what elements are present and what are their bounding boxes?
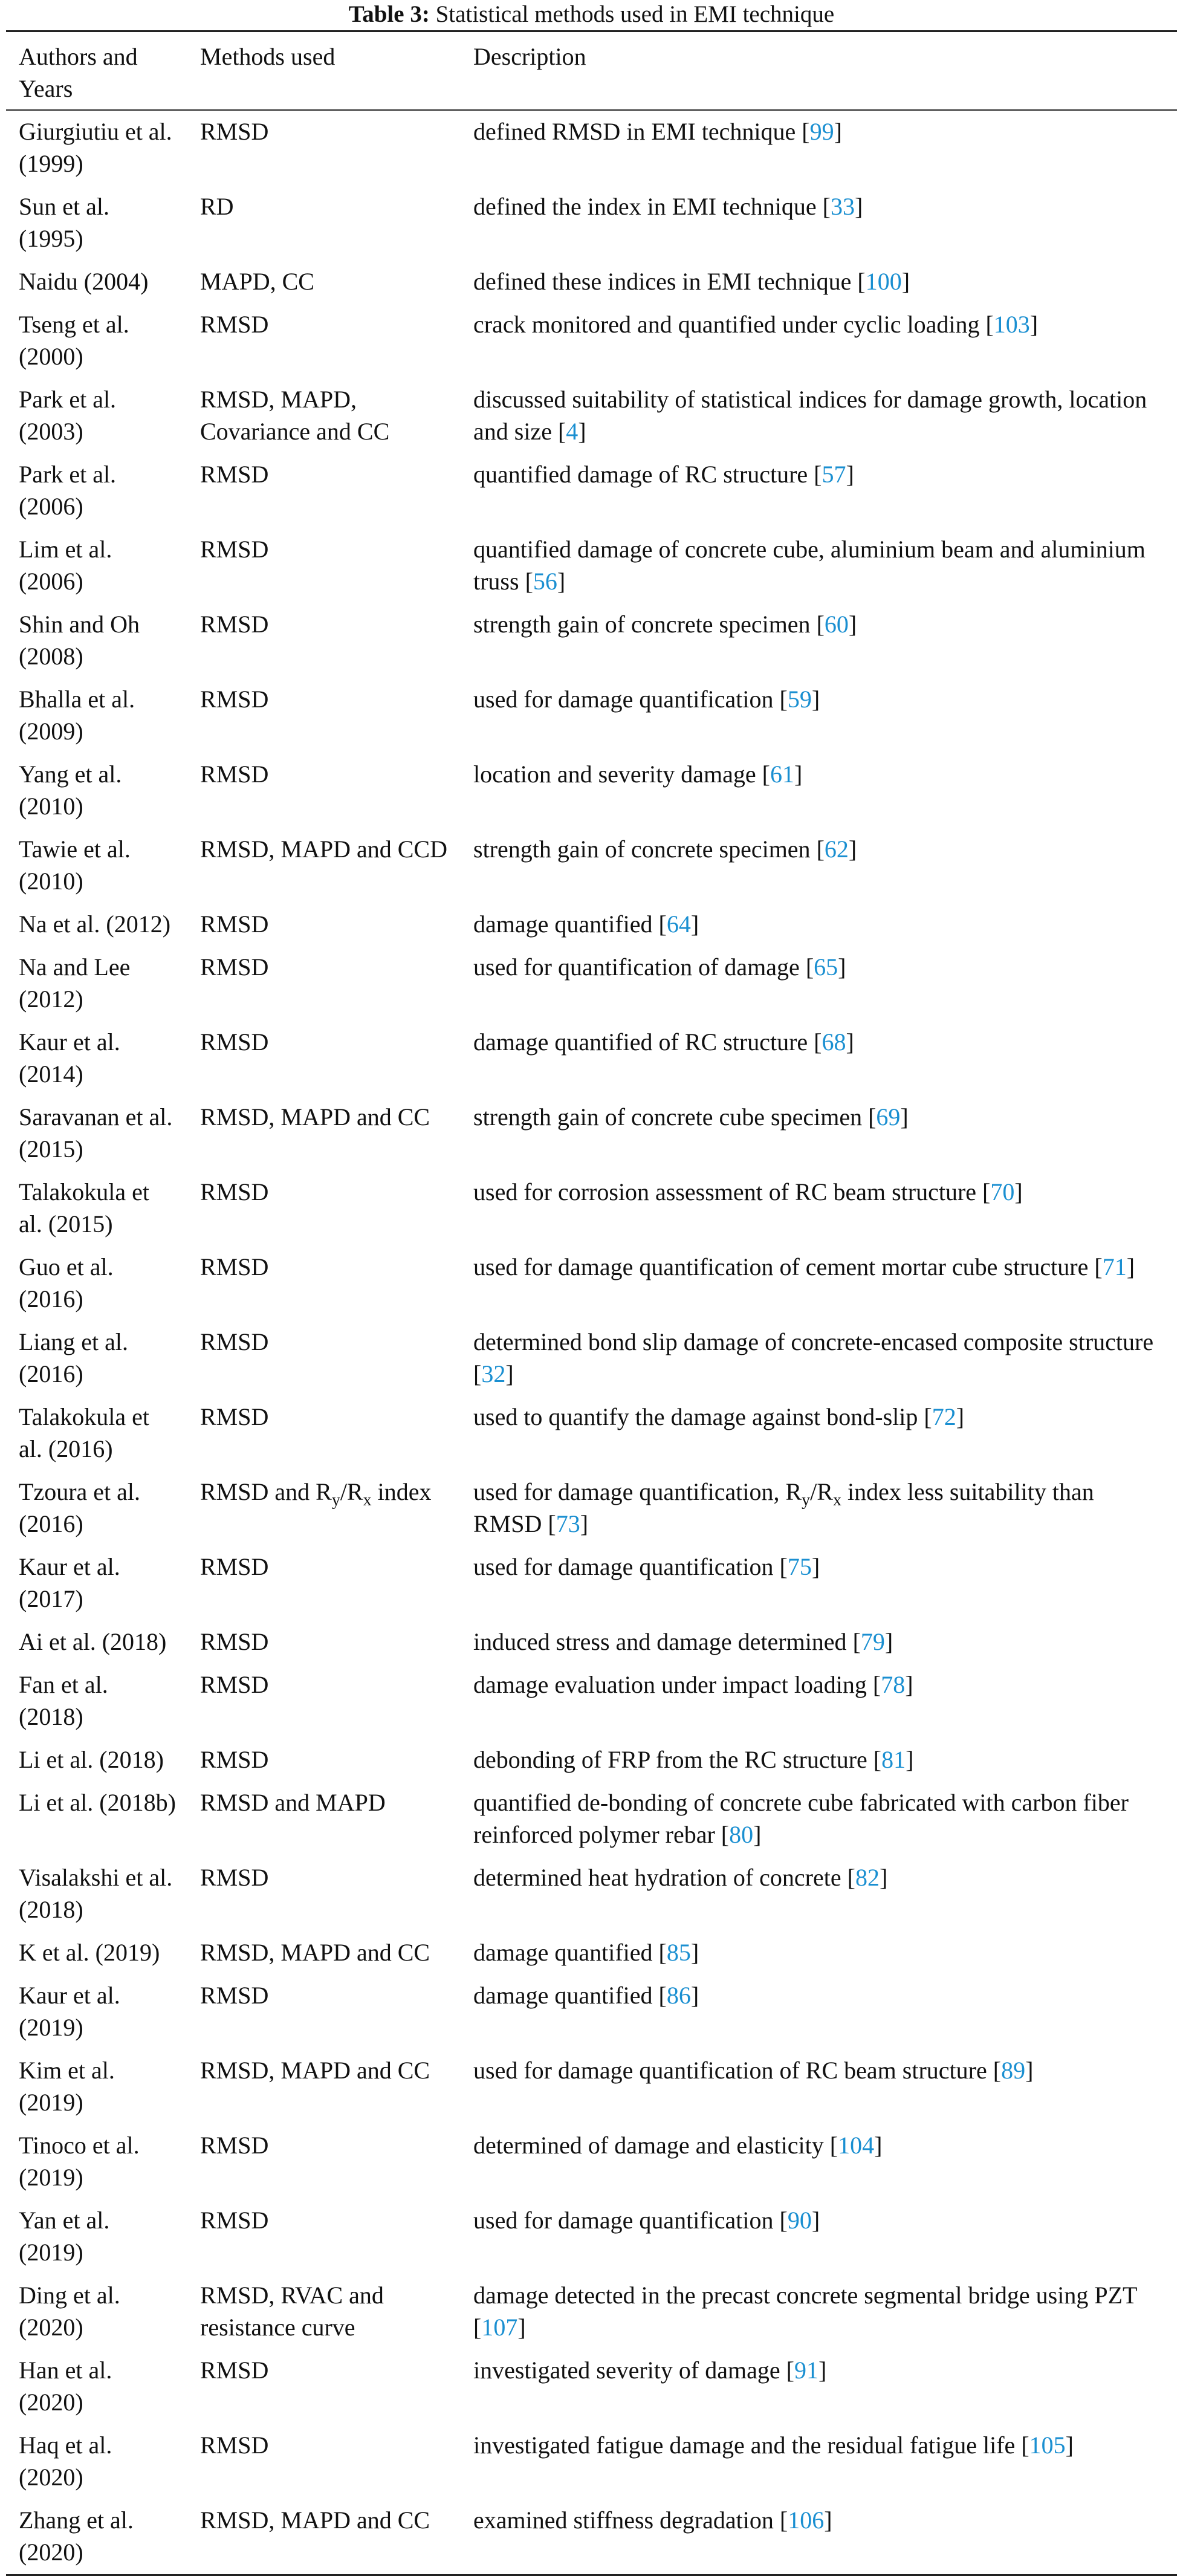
description-text: damage quantified: [473, 1982, 653, 2009]
description-text: defined the index in EMI technique: [473, 193, 817, 220]
table-row: [6, 378, 1177, 453]
cell-description: strength gain of concrete specimen [60]: [473, 611, 857, 638]
table-row: [6, 2499, 1177, 2575]
cell-authors: Kaur et al. (2019): [19, 1982, 120, 2041]
cell-methods: RMSD: [200, 953, 269, 981]
cell-methods: RMSD: [200, 2357, 269, 2384]
citation-link[interactable]: 62: [824, 835, 849, 863]
description-text: used for damage quantification: [473, 686, 774, 713]
description-text: used to quantify the damage against bond-slip: [473, 1403, 918, 1430]
citation-link[interactable]: 33: [830, 193, 855, 220]
cell-authors: Ai et al. (2018): [19, 1628, 167, 1655]
table-row: [6, 1782, 1177, 1857]
description-text: investigated fatigue damage and the residual fatigue life: [473, 2432, 1016, 2459]
cell-authors: Talakokula et al. (2015): [19, 1178, 149, 1238]
cell-description: used to quantify the damage against bond-slip [72]: [473, 1403, 965, 1430]
table-row: [6, 2049, 1177, 2124]
cell-description: damage quantified [85]: [473, 1939, 699, 1966]
description-text: quantified de-bonding of concrete cube fabricated with carbon fiber reinforced polymer rebar: [473, 1789, 1129, 1848]
table-row: [6, 603, 1177, 678]
description-text: used for damage quantification of cement mortar cube structure: [473, 1253, 1089, 1280]
methods-mid: /R: [340, 1478, 363, 1505]
citation-link[interactable]: 105: [1029, 2432, 1066, 2459]
citation-link[interactable]: 90: [787, 2207, 812, 2234]
description-text: strength gain of concrete specimen: [473, 835, 811, 863]
cell-description: quantified damage of concrete cube, aluminium beam and aluminium truss [56]: [473, 536, 1146, 595]
description-text: defined RMSD in EMI technique: [473, 118, 796, 145]
cell-authors: Haq et al. (2020): [19, 2432, 112, 2491]
cell-methods: RMSD: [200, 1403, 269, 1430]
cell-methods: RMSD: [200, 1864, 269, 1891]
table-row: [6, 828, 1177, 903]
table-row: [6, 528, 1177, 603]
citation-link[interactable]: 57: [822, 461, 846, 488]
citation-link[interactable]: 99: [809, 118, 834, 145]
table-row: [6, 753, 1177, 828]
cell-description: quantified damage of RC structure [57]: [473, 461, 854, 488]
table-row: [6, 1621, 1177, 1664]
header-authors: Authors and Years: [6, 31, 187, 111]
table-row: [6, 1396, 1177, 1471]
cell-methods: RMSD: [200, 1628, 269, 1655]
cell-description: examined stiffness degradation [106]: [473, 2506, 832, 2534]
cell-description: quantified de-bonding of concrete cube fabricated with carbon fiber reinforced polymer rebar [80]: [473, 1789, 1129, 1848]
cell-description: used for quantification of damage [65]: [473, 953, 846, 981]
cell-authors: Tzoura et al. (2016): [19, 1478, 140, 1537]
description-text: damage quantified of RC structure: [473, 1028, 808, 1056]
cell-authors: Kaur et al. (2017): [19, 1553, 120, 1612]
cell-methods: RMSD, MAPD, Covariance and CC: [200, 386, 390, 445]
cell-description: investigated fatigue damage and the residual fatigue life [105]: [473, 2432, 1074, 2459]
cell-methods: RMSD: [200, 536, 269, 563]
table-row: [6, 2199, 1177, 2274]
table-row: [6, 303, 1177, 378]
table-body: [6, 110, 1177, 2575]
cell-methods: RMSD: [200, 1328, 269, 1355]
cell-methods: RMSD: [200, 686, 269, 713]
cell-authors: Li et al. (2018b): [19, 1789, 176, 1816]
cell-description: defined these indices in EMI technique [100]: [473, 268, 910, 295]
table-row: [6, 1471, 1177, 1546]
header-methods: Methods used: [187, 31, 461, 111]
table-row: [6, 1664, 1177, 1739]
citation-link[interactable]: 106: [788, 2506, 825, 2534]
cell-description: strength gain of concrete specimen [62]: [473, 835, 857, 863]
cell-description: determined heat hydration of concrete [82]: [473, 1864, 888, 1891]
table-caption: [0, 1, 1183, 30]
cell-methods: RMSD: [200, 910, 269, 938]
description-text: determined heat hydration of concrete: [473, 1864, 841, 1891]
cell-description: discussed suitability of statistical indices for damage growth, location and size [4]: [473, 386, 1147, 445]
table-row: [6, 2124, 1177, 2199]
methods-sub-x: x: [363, 1491, 372, 1510]
cell-description: used for corrosion assessment of RC beam structure [70]: [473, 1178, 1023, 1205]
citation-link[interactable]: 72: [932, 1403, 956, 1430]
cell-description: used for damage quantification [90]: [473, 2207, 820, 2234]
citation-link[interactable]: 64: [666, 910, 691, 938]
description-text: defined these indices in EMI technique: [473, 268, 852, 295]
description-mid: /R: [810, 1478, 833, 1505]
cell-description: strength gain of concrete cube specimen [69]: [473, 1103, 909, 1131]
table-row: [6, 946, 1177, 1021]
cell-description: used for damage quantification of RC beam structure [89]: [473, 2057, 1034, 2084]
cell-methods: RMSD: [200, 311, 269, 338]
cell-authors: Fan et al. (2018): [19, 1671, 108, 1730]
cell-methods: RMSD: [200, 1553, 269, 1580]
cell-description: determined of damage and elasticity [104]: [473, 2132, 883, 2159]
cell-methods: [187, 1471, 461, 1546]
description-text: determined bond slip damage of concrete-encased composite structure: [473, 1328, 1154, 1355]
statistical-methods-table: [6, 30, 1177, 2576]
description-text: damage quantified: [473, 910, 653, 938]
cell-authors: Kim et al. (2019): [19, 2057, 115, 2116]
cell-authors: Tawie et al. (2010): [19, 835, 131, 895]
description-text: used for damage quantification of RC beam structure: [473, 2057, 987, 2084]
cell-description: defined the index in EMI technique [33]: [473, 193, 863, 220]
citation-link[interactable]: 70: [990, 1178, 1015, 1205]
description-text: location and severity damage: [473, 761, 756, 788]
description-text: strength gain of concrete cube specimen: [473, 1103, 863, 1131]
table-row: [6, 1096, 1177, 1171]
cell-description: investigated severity of damage [91]: [473, 2357, 827, 2384]
description-text: used for damage quantification: [473, 2207, 774, 2234]
header-row: [6, 31, 1177, 111]
citation-link[interactable]: 4: [566, 418, 579, 445]
cell-methods: RMSD: [200, 1982, 269, 2009]
cell-authors: Kaur et al. (2014): [19, 1028, 120, 1088]
cell-authors: Talakokula et al. (2016): [19, 1403, 149, 1462]
cell-authors: Visalakshi et al. (2018): [19, 1864, 173, 1923]
table-row: [6, 1021, 1177, 1096]
description-text: examined stiffness degradation: [473, 2506, 774, 2534]
cell-authors: Yang et al. (2010): [19, 761, 122, 820]
cell-description: crack monitored and quantified under cyclic loading [103]: [473, 311, 1039, 338]
table-row: [6, 261, 1177, 303]
cell-description: induced stress and damage determined [79]: [473, 1628, 893, 1655]
cell-methods: RMSD: [200, 2132, 269, 2159]
table-row: [6, 1932, 1177, 1974]
cell-methods: RMSD, MAPD and CC: [200, 2506, 430, 2534]
cell-description: used for damage quantification [59]: [473, 686, 820, 713]
description-post: index less suitability than RMSD: [473, 1478, 1094, 1537]
cell-authors: Sun et al. (1995): [19, 193, 109, 252]
table-row: [6, 678, 1177, 753]
cell-description: used for damage quantification [75]: [473, 1553, 820, 1580]
table-row: [6, 903, 1177, 946]
methods-post: index: [371, 1478, 432, 1505]
table-row: [6, 2424, 1177, 2499]
table-row: [6, 1739, 1177, 1782]
table-row: [6, 1857, 1177, 1932]
cell-description: damage quantified [64]: [473, 910, 699, 938]
cell-methods: RMSD: [200, 1028, 269, 1056]
citation-link[interactable]: 104: [838, 2132, 875, 2159]
cell-description: damage quantified of RC structure [68]: [473, 1028, 854, 1056]
citation-link[interactable]: 73: [556, 1510, 580, 1537]
citation-link[interactable]: 100: [865, 268, 902, 295]
table-row: [6, 2349, 1177, 2424]
citation-link[interactable]: 69: [876, 1103, 901, 1131]
cell-authors: Na and Lee (2012): [19, 953, 131, 1013]
description-pre: used for damage quantification, R: [473, 1478, 802, 1505]
cell-authors: K et al. (2019): [19, 1939, 160, 1966]
description-text: used for quantification of damage: [473, 953, 800, 981]
citation-link[interactable]: 32: [481, 1360, 506, 1387]
cell-methods: MAPD, CC: [200, 268, 314, 295]
description-text: induced stress and damage determined: [473, 1628, 847, 1655]
cell-description: location and severity damage [61]: [473, 761, 803, 788]
cell-description: damage quantified [86]: [473, 1982, 699, 2009]
cell-methods: RD: [200, 193, 234, 220]
table-row: [6, 110, 1177, 186]
cell-authors: Giurgiutiu et al. (1999): [19, 118, 172, 177]
citation-link[interactable]: 78: [881, 1671, 906, 1698]
cell-authors: Park et al. (2006): [19, 461, 117, 520]
citation-link[interactable]: 103: [993, 311, 1030, 338]
cell-methods: RMSD: [200, 611, 269, 638]
cell-authors: Guo et al. (2016): [19, 1253, 114, 1312]
cell-authors: Na et al. (2012): [19, 910, 171, 938]
citation-link[interactable]: 89: [1001, 2057, 1026, 2084]
cell-authors: Han et al. (2020): [19, 2357, 112, 2416]
table-row: [6, 453, 1177, 528]
cell-authors: Park et al. (2003): [19, 386, 117, 445]
citation-link[interactable]: 59: [787, 686, 812, 713]
cell-description: damage detected in the precast concrete segmental bridge using PZT [107]: [473, 2282, 1137, 2341]
cell-methods: RMSD, MAPD and CCD: [200, 835, 447, 863]
cell-methods: RMSD: [200, 2432, 269, 2459]
citation-link[interactable]: 65: [814, 953, 838, 981]
header-description: Description: [461, 31, 1177, 111]
description-text: investigated severity of damage: [473, 2357, 780, 2384]
cell-methods: RMSD: [200, 1178, 269, 1205]
cell-authors: Bhalla et al. (2009): [19, 686, 135, 745]
description-sub-x: x: [832, 1491, 841, 1510]
caption-text: Statistical methods used in EMI technique: [435, 1, 835, 27]
citation-link[interactable]: 86: [666, 1982, 691, 2009]
citation-link[interactable]: 79: [860, 1628, 885, 1655]
cell-description: used for damage quantification, $R_y/R_x$ index less suitability than RMSD [73]: [473, 1478, 1094, 1537]
cell-authors: Shin and Oh (2008): [19, 611, 140, 670]
cell-authors: Yan et al. (2019): [19, 2207, 110, 2266]
cell-methods: RMSD, MAPD and CC: [200, 2057, 430, 2084]
table-row: [6, 2274, 1177, 2349]
cell-description: debonding of FRP from the RC structure [81]: [473, 1746, 914, 1773]
description-text: quantified damage of RC structure: [473, 461, 808, 488]
citation-link[interactable]: 91: [794, 2357, 818, 2384]
cell-methods: RMSD: [200, 118, 269, 145]
cell-methods: RMSD and MAPD: [200, 1789, 386, 1816]
description-sub-y: y: [802, 1491, 811, 1510]
citation-link[interactable]: 107: [481, 2314, 518, 2341]
description-text: determined of damage and elasticity: [473, 2132, 824, 2159]
citation-link[interactable]: 60: [824, 611, 849, 638]
cell-methods: RMSD: [200, 1671, 269, 1698]
cell-authors: Li et al. (2018): [19, 1746, 164, 1773]
citation-link[interactable]: 85: [666, 1939, 691, 1966]
cell-description: used for damage quantification of cement mortar cube structure [71]: [473, 1253, 1135, 1280]
description-text: strength gain of concrete specimen: [473, 611, 811, 638]
cell-methods: RMSD: [200, 461, 269, 488]
cell-methods: RMSD: [200, 2207, 269, 2234]
methods-sub-y: y: [331, 1491, 340, 1510]
cell-methods: RMSD, MAPD and CC: [200, 1103, 430, 1131]
citation-link[interactable]: 71: [1102, 1253, 1127, 1280]
citation-link[interactable]: 68: [822, 1028, 846, 1056]
cell-authors: Lim et al. (2006): [19, 536, 112, 595]
cell-authors: Tinoco et al. (2019): [19, 2132, 140, 2191]
cell-description: determined bond slip damage of concrete-encased composite structure [32]: [473, 1328, 1154, 1387]
cell-methods: RMSD: [200, 1746, 269, 1773]
description-text: discussed suitability of statistical indices for damage growth, location and size: [473, 386, 1147, 445]
description-text: debonding of FRP from the RC structure: [473, 1746, 867, 1773]
caption-label: Table 3:: [348, 1, 430, 27]
table-row: [6, 1974, 1177, 2049]
citation-link[interactable]: 82: [855, 1864, 880, 1891]
table-row: [6, 186, 1177, 261]
citation-link[interactable]: 61: [770, 761, 794, 788]
description-text: used for corrosion assessment of RC beam structure: [473, 1178, 977, 1205]
cell-methods: RMSD, MAPD and CC: [200, 1939, 430, 1966]
description-text: damage evaluation under impact loading: [473, 1671, 867, 1698]
cell-authors: Saravanan et al. (2015): [19, 1103, 173, 1163]
cell-methods: RMSD: [200, 761, 269, 788]
cell-authors: Ding et al. (2020): [19, 2282, 120, 2341]
citation-link[interactable]: 80: [729, 1821, 754, 1848]
description-text: damage quantified: [473, 1939, 653, 1966]
citation-link[interactable]: 56: [533, 568, 557, 595]
cell-authors: Tseng et al. (2000): [19, 311, 129, 370]
cell-description: defined RMSD in EMI technique [99]: [473, 118, 842, 145]
description-text: quantified damage of concrete cube, aluminium beam and aluminium truss: [473, 536, 1146, 595]
citation-link[interactable]: 81: [881, 1746, 906, 1773]
citation-link[interactable]: 75: [787, 1553, 812, 1580]
cell-methods: RMSD: [200, 1253, 269, 1280]
methods-pre: RMSD and R: [200, 1478, 332, 1505]
table-row: [6, 1171, 1177, 1246]
cell-description: damage evaluation under impact loading [78]: [473, 1671, 913, 1698]
cell-authors: Naidu (2004): [19, 268, 149, 295]
description-text: crack monitored and quantified under cyclic loading: [473, 311, 980, 338]
cell-methods: RMSD, RVAC and resistance curve: [200, 2282, 384, 2341]
description-text: damage detected in the precast concrete segmental bridge using PZT: [473, 2282, 1137, 2309]
table-row: [6, 1321, 1177, 1396]
description-text: used for damage quantification: [473, 1553, 774, 1580]
cell-authors: Zhang et al. (2020): [19, 2506, 134, 2566]
table-row: [6, 1546, 1177, 1621]
table-row: [6, 1246, 1177, 1321]
cell-authors: Liang et al. (2016): [19, 1328, 129, 1387]
